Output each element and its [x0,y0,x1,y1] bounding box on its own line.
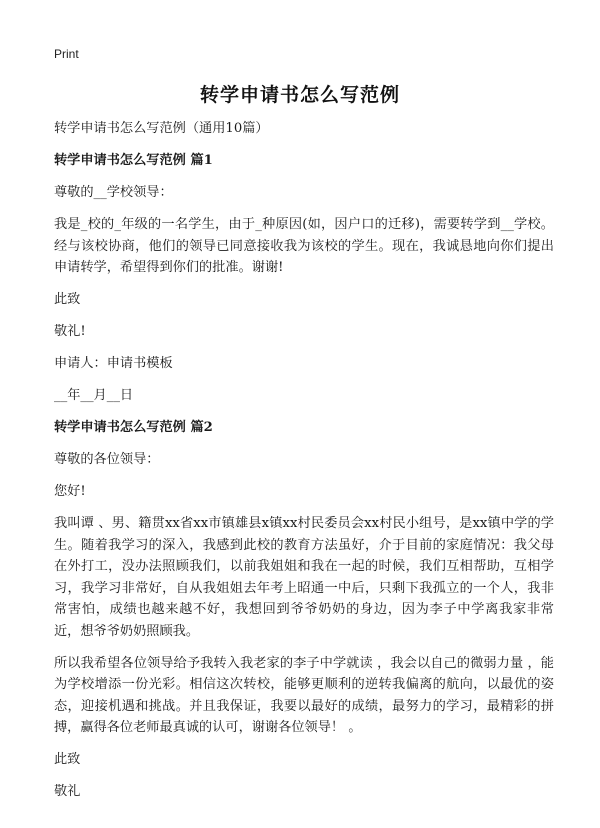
section-2-closing-2: 敬礼 [54,784,81,799]
section-2-body-1: 我叫谭 、男、籍贯xx省xx市镇雄县x镇xx村民委员会xx村民小组号，是xx镇中学的学生。随着我学习的深入，我感到此校的教育方法虽好，介于目前的家庭情况：我父母在外打工，没办法照顾我们，以前我姐姐和我在一起的时候，我们互相帮助，互相学习，我学习非常好，自从我姐姐去年考上昭通一中后，只剩下我孤立的一个人，我非常害怕，成绩也越来越不好，我想回到爷爷奶奶的身边，因为李子中学离我家非常近，想爷爷奶奶照顾我。 [54,516,554,639]
section-1-date: __年__月__日 [54,388,134,403]
section-2-greeting: 您好! [54,484,86,499]
section-1-applicant: 申请人：申请书模板 [54,356,173,371]
section-1-closing-2: 敬礼! [54,324,86,339]
section-2-body-2: 所以我希望各位领导给予我转入我老家的李子中学就读 ，我会以自己的微弱力量 ，能为学校增添一份光彩。相信这次转校，能够更顺利的逆转我偏离的航向，以最优的姿态，迎接机遇和挑战。并且我保证，我要以最好的成绩，最努力的学习，最精彩的拼搏，赢得各位老师最真诚的认可，谢谢各位领导！ 。 [54,655,554,735]
section-1-body: 我是_校的_年级的一名学生，由于_种原因(如，因户口的迁移)，需要转学到__学校。经与该校协商，他们的领导已同意接收我为该校的学生。现在，我诚恳地向你们提出申请转学，希望得到你们的批准。谢谢! [54,217,554,275]
section-2-closing-1: 此致 [54,752,81,767]
section-1-heading: 转学申请书怎么写范例 篇1 [54,153,213,168]
section-1-closing-1: 此致 [54,292,81,307]
section-2-heading: 转学申请书怎么写范例 篇2 [54,420,213,435]
section-2-salutation: 尊敬的各位领导： [54,452,160,467]
section-1-salutation: 尊敬的__学校领导： [54,185,173,200]
document-body [54,118,554,813]
document-subtitle: 转学申请书怎么写范例（通用10篇） [54,121,269,136]
print-label: Print [54,47,79,61]
page-title: 转学申请书怎么写范例 [199,84,400,106]
